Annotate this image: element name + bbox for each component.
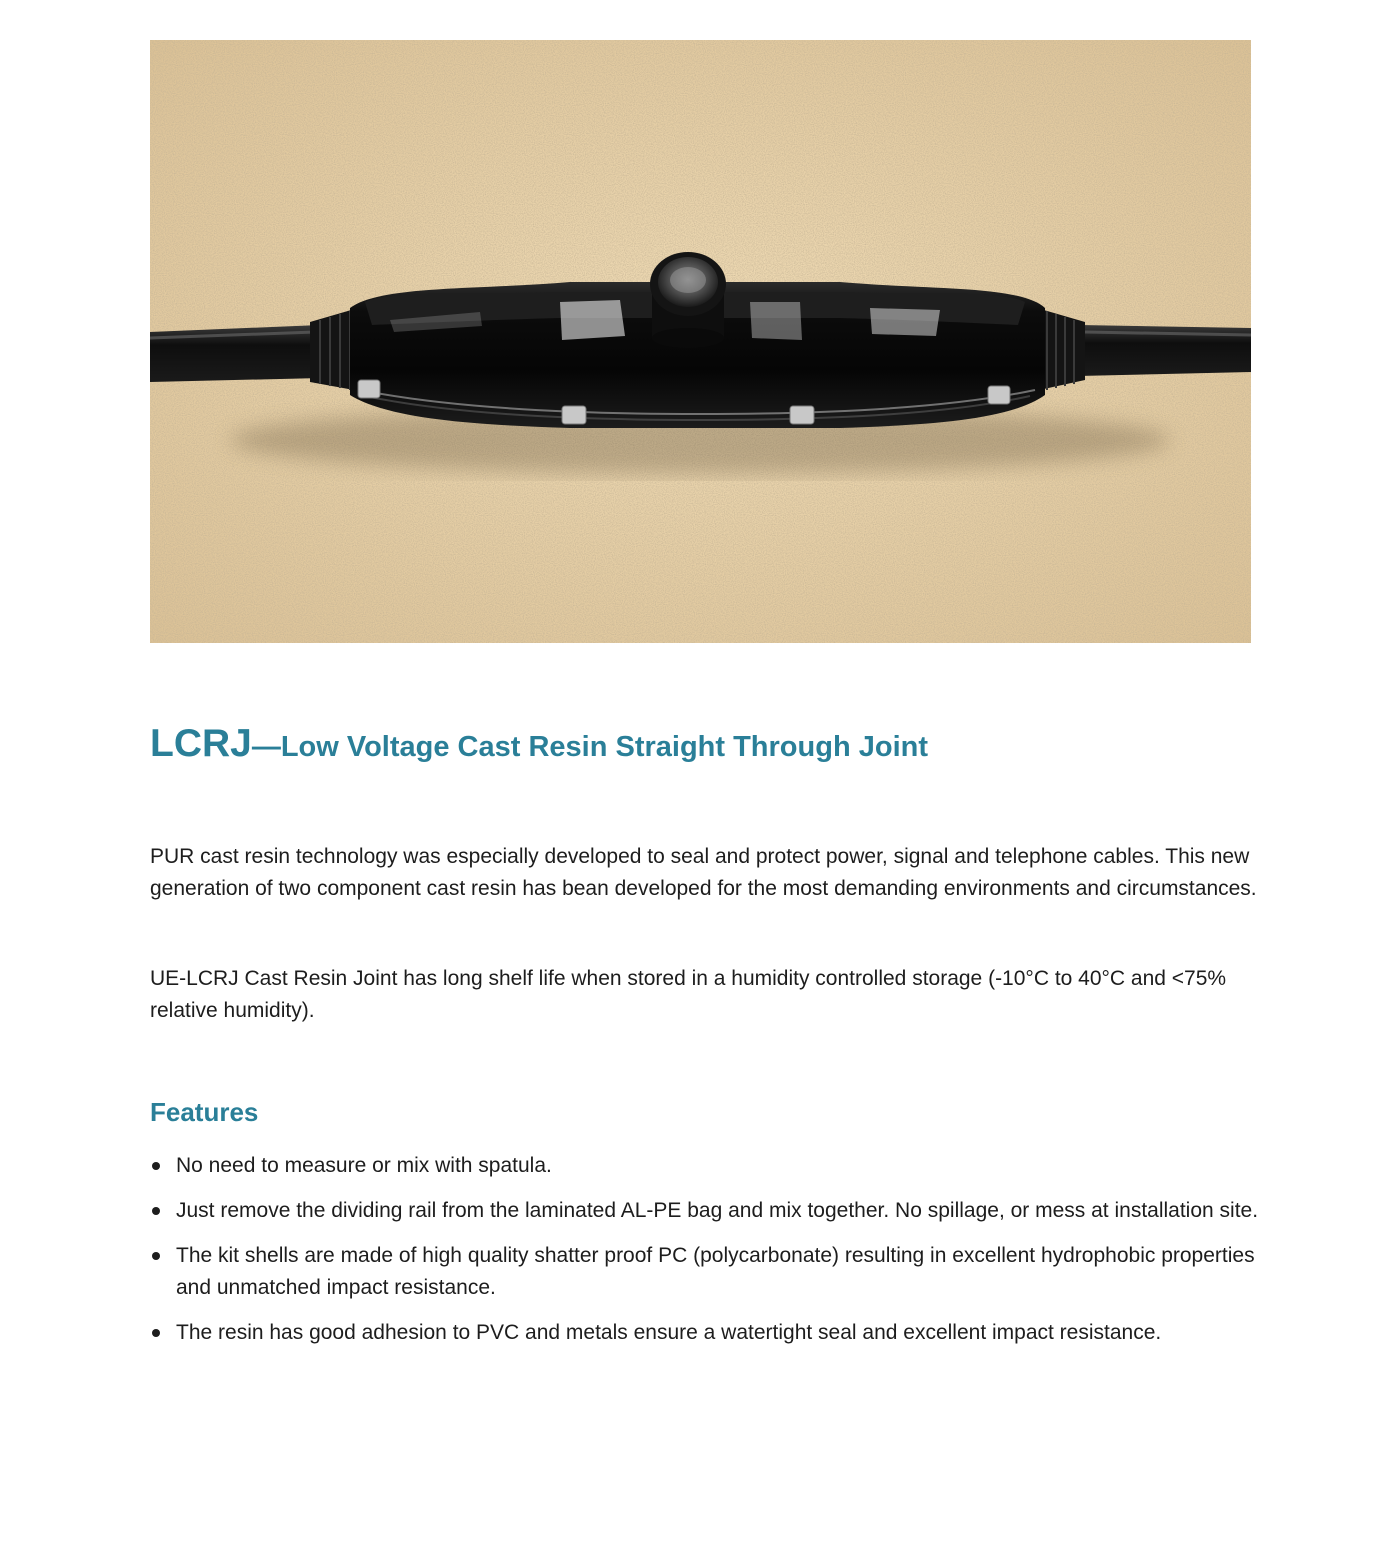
bullet-icon [152,1252,160,1260]
feature-text: No need to measure or mix with spatula. [176,1154,552,1177]
bullet-icon [152,1162,160,1170]
bullet-icon [152,1329,160,1337]
title-dash: — [251,731,281,763]
product-code: LCRJ [150,722,252,765]
list-item [150,1195,1260,1227]
features-heading: Features [150,1097,259,1127]
feature-text: The resin has good adhesion to PVC and metals ensure a watertight seal and excellent impact resistance. [176,1321,1162,1344]
product-image [150,40,1251,643]
feature-text: Just remove the dividing rail from the laminated AL-PE bag and mix together. No spillage, or mess at installation site. [176,1199,1259,1222]
list-item [150,1317,1260,1349]
list-item [150,1240,1260,1304]
product-name: Low Voltage Cast Resin Straight Through Joint [280,731,928,763]
features-list [150,1150,1260,1362]
intro-paragraph-2: UE-LCRJ Cast Resin Joint has long shelf life when stored in a humidity controlled storage (-10°C to 40°C and <75% relative humidity). [150,967,1227,1022]
feature-text: The kit shells are made of high quality shatter proof PC (polycarbonate) resulting in excellent hydrophobic properties and unmatched impact resistance. [176,1244,1255,1299]
bullet-icon [152,1207,160,1215]
list-item [150,1150,1260,1182]
page-title [150,724,928,763]
intro-paragraph-1: PUR cast resin technology was especially developed to seal and protect power, signal and telephone cables. This new generation of two component cast resin has bean developed for the most demanding environments and circumstances. [150,845,1257,900]
cable-joint-image [150,40,1251,643]
